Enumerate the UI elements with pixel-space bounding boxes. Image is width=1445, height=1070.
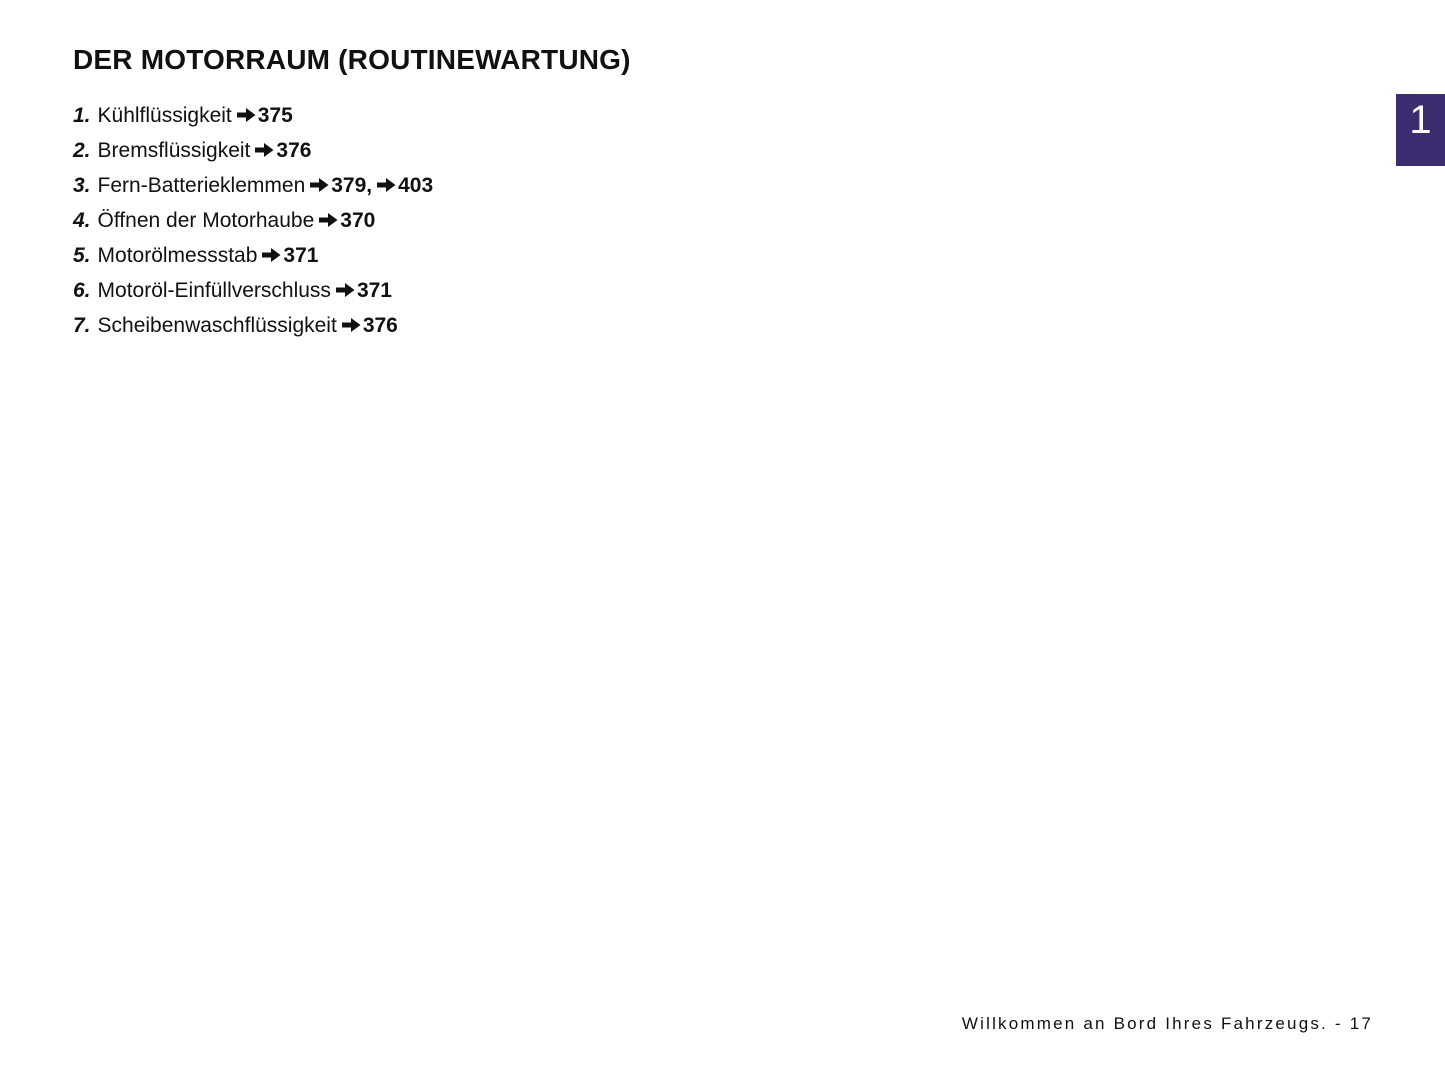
item-number: 1.: [73, 104, 91, 127]
item-number: 7.: [73, 314, 91, 337]
arrow-right-icon: [319, 212, 338, 228]
arrow-right-icon: [262, 247, 281, 263]
arrow-right-icon: [336, 282, 355, 298]
item-number: 4.: [73, 209, 91, 232]
chapter-tab[interactable]: 1: [1396, 94, 1445, 166]
item-label: Kühlflüssigkeit: [97, 104, 232, 127]
item-label: Motorölmessstab: [97, 244, 258, 267]
arrow-right-icon: [342, 317, 361, 333]
item-label: Fern-Batterieklemmen: [97, 174, 306, 197]
arrow-right-icon: [237, 107, 256, 123]
list-item-open-hood: [73, 203, 433, 238]
maintenance-item-list: [73, 98, 433, 343]
list-item-remote-battery-terminals: [73, 168, 433, 203]
item-label: Scheibenwaschflüssigkeit: [97, 314, 337, 337]
list-item-brake-fluid: [73, 133, 433, 168]
item-number: 5.: [73, 244, 91, 267]
list-item-oil-dipstick: [73, 238, 433, 273]
page-reference-link[interactable]: 379,: [331, 174, 373, 197]
page-reference-link[interactable]: 375: [257, 104, 293, 127]
page-reference-link[interactable]: 370: [340, 209, 376, 232]
page-reference-link[interactable]: 376: [362, 314, 398, 337]
page-reference-link[interactable]: 371: [283, 244, 319, 267]
arrow-right-icon: [255, 142, 274, 158]
list-item-oil-filler-cap: [73, 273, 433, 308]
page-footer: Willkommen an Bord Ihres Fahrzeugs. - 17: [961, 1014, 1373, 1033]
arrow-right-icon: [377, 177, 396, 193]
page-reference-link[interactable]: 376: [276, 139, 312, 162]
page-title: DER MOTORRAUM (ROUTINEWARTUNG): [73, 44, 631, 75]
item-label: Motoröl-Einfüllverschluss: [97, 279, 331, 302]
item-label: Bremsflüssigkeit: [97, 139, 251, 162]
item-label: Öffnen der Motorhaube: [97, 209, 315, 232]
item-number: 3.: [73, 174, 91, 197]
list-item-coolant: [73, 98, 433, 133]
list-item-washer-fluid: [73, 308, 433, 343]
item-number: 6.: [73, 279, 91, 302]
page-reference-link[interactable]: 403: [398, 174, 434, 197]
arrow-right-icon: [310, 177, 329, 193]
page-reference-link[interactable]: 371: [356, 279, 392, 302]
item-number: 2.: [73, 139, 91, 162]
